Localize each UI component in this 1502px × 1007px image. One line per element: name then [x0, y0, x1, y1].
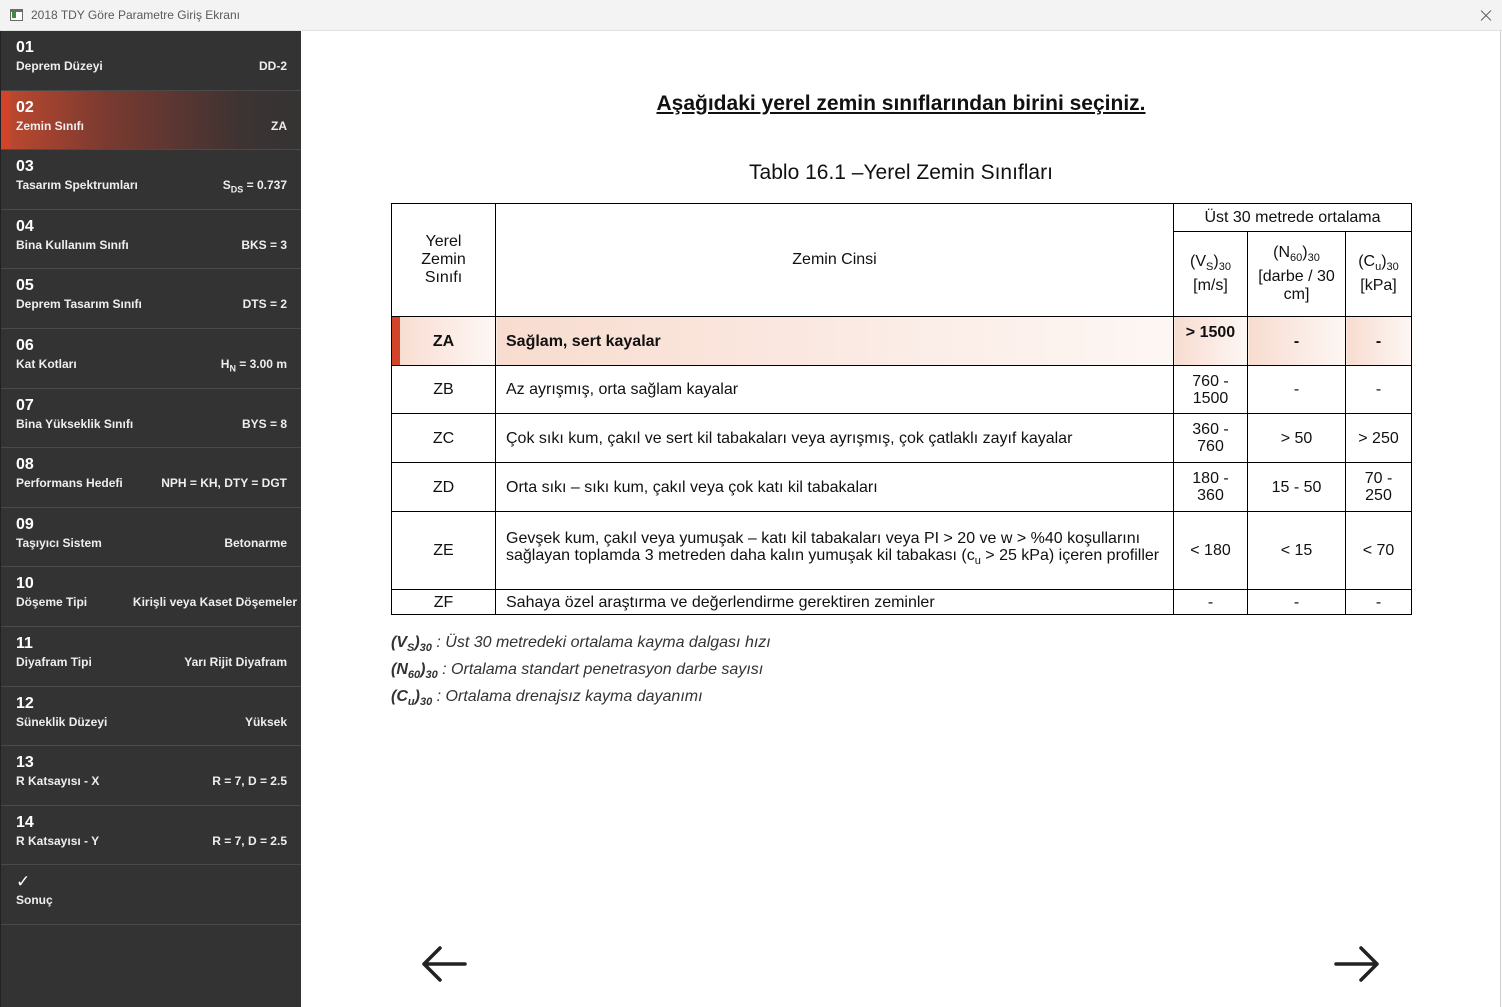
step-label: Zemin Sınıfı — [16, 118, 85, 133]
main-panel — [301, 31, 1501, 1007]
sidebar-item-r-katsayisi-y[interactable] — [1, 806, 301, 866]
cell-desc: Gevşek kum, çakıl veya yumuşak – katı kil tabakaları veya PI > 20 ve w > %40 koşullarını sağlayan toplamda 3 metreden daha kalın yumuşak kil tabakası ($c_u > 25$ kPa) içeren profiller — [496, 512, 1174, 590]
cell-class: ZE — [392, 512, 496, 590]
sidebar-item-doseme-tipi[interactable] — [1, 567, 301, 627]
sidebar-item-performans-hedefi[interactable] — [1, 448, 301, 508]
cell-class: ZC — [392, 414, 496, 463]
step-value: $S_{DS} = 0.737$ — [222, 178, 287, 195]
step-number: 09 — [16, 515, 34, 533]
cell-n60: - — [1248, 366, 1346, 414]
step-number: 04 — [16, 217, 34, 235]
step-label: Kat Kotları — [16, 356, 77, 371]
sidebar — [0, 31, 301, 1007]
table-row-zc[interactable] — [392, 414, 1412, 463]
title-bar — [0, 0, 1502, 31]
cell-cu: < 70 — [1346, 512, 1412, 590]
step-number: 01 — [16, 39, 34, 56]
step-label: Taşıyıcı Sistem — [16, 535, 102, 550]
step-number: 10 — [16, 575, 34, 593]
cell-vs: 760 - 1500 — [1174, 366, 1248, 414]
step-value: Kirişli veya Kaset Döşemeler — [132, 595, 297, 610]
step-label: Sonuç — [16, 893, 53, 908]
cell-n60: 15 - 50 — [1248, 463, 1346, 512]
table-row-zd[interactable] — [392, 463, 1412, 512]
sidebar-item-r-katsayisi-x[interactable] — [1, 746, 301, 806]
table-caption: Tablo 16.1 –Yerel Zemin Sınıfları — [749, 161, 1053, 184]
step-number: 02 — [16, 98, 34, 116]
step-value: BKS = 3 — [241, 237, 287, 252]
step-number: 03 — [16, 158, 34, 176]
table-row-zf[interactable] — [392, 590, 1412, 615]
step-number: 13 — [16, 754, 34, 772]
step-number: 12 — [16, 694, 34, 712]
step-value: ZA — [271, 118, 287, 133]
cell-desc: Çok sıkı kum, çakıl ve sert kil tabakaları veya ayrışmış, çok çatlaklı zayıf kayalar — [496, 414, 1174, 463]
cell-class: ZF — [392, 590, 496, 615]
table-row-ze[interactable] — [392, 512, 1412, 590]
step-label: Süneklik Düzeyi — [16, 714, 108, 729]
step-label: Döşeme Tipi — [16, 595, 88, 610]
cell-vs: > 1500 — [1174, 317, 1248, 366]
step-value: BYS = 8 — [241, 416, 287, 431]
sidebar-item-sonuc[interactable] — [1, 865, 301, 925]
table-row-za[interactable] — [392, 317, 1412, 366]
cell-vs: 360 - 760 — [1174, 414, 1248, 463]
step-value: DTS = 2 — [242, 297, 287, 312]
sidebar-item-bina-kullanim-sinifi[interactable] — [1, 210, 301, 270]
sidebar-item-deprem-tasarim-sinifi[interactable] — [1, 269, 301, 329]
arrow-right-icon — [1333, 944, 1383, 984]
step-label: Bina Kullanım Sınıfı — [16, 237, 129, 252]
cell-vs: 180 - 360 — [1174, 463, 1248, 512]
step-number: 08 — [16, 456, 34, 474]
step-label: Tasarım Spektrumları — [16, 178, 138, 193]
step-label: R Katsayısı - X — [16, 774, 100, 789]
cell-n60: < 15 — [1248, 512, 1346, 590]
step-label: Performans Hedefi — [16, 476, 123, 491]
step-number: 06 — [16, 336, 34, 354]
step-value: R = 7, D = 2.5 — [212, 833, 287, 848]
cell-n60: > 50 — [1248, 414, 1346, 463]
step-value: DD-2 — [258, 59, 287, 73]
step-label: Bina Yükseklik Sınıfı — [16, 416, 134, 431]
cell-cu: 70 - 250 — [1346, 463, 1412, 512]
next-button[interactable] — [1333, 944, 1383, 984]
note-n60: $(N_{60})_{30}$ : Ortalama standart penetrasyon darbe sayısı — [391, 661, 764, 682]
cell-desc: Sağlam, sert kayalar — [496, 317, 1174, 366]
note-cu: $(C_u)_{30}$ : Ortalama drenajsız kayma dayanımı — [391, 688, 703, 709]
soil-class-table — [391, 203, 1412, 615]
step-value: R = 7, D = 2.5 — [212, 774, 287, 789]
step-label: Deprem Tasarım Sınıfı — [16, 297, 142, 312]
table-notes — [391, 632, 771, 714]
step-value: Betonarme — [224, 535, 287, 550]
cell-desc: Sahaya özel araştırma ve değerlendirme gerektiren zeminler — [496, 590, 1174, 615]
step-value: $H_N = 3.00$ m — [220, 356, 287, 374]
sidebar-item-diyafram-tipi[interactable] — [1, 627, 301, 687]
step-label: Diyafram Tipi — [16, 654, 92, 669]
table-row-zb[interactable] — [392, 366, 1412, 414]
header-cu: $(C_u)_{30}$ [kPa] — [1346, 232, 1412, 317]
page-heading: Aşağıdaki yerel zemin sınıflarından birini seçiniz. — [656, 92, 1146, 115]
step-number: 05 — [16, 277, 34, 295]
note-vs: $(V_S)_{30}$ : Üst 30 metredeki ortalama kayma dalgası hızı — [391, 634, 771, 655]
cell-n60: - — [1248, 590, 1346, 615]
cell-class: ZB — [392, 366, 496, 414]
sidebar-item-deprem-duzeyi[interactable] — [1, 31, 301, 91]
step-value: Yarı Rijit Diyafram — [184, 654, 287, 669]
check-icon: ✓ — [16, 872, 31, 892]
cell-vs: - — [1174, 590, 1248, 615]
step-number: 11 — [16, 634, 33, 652]
previous-button[interactable] — [418, 944, 468, 984]
step-number: 14 — [16, 813, 34, 831]
step-value: NPH = KH, DTY = DGT — [161, 476, 287, 491]
step-number: 07 — [16, 396, 34, 414]
cell-class: ZA — [392, 317, 496, 366]
close-icon[interactable] — [1470, 0, 1502, 31]
step-label: R Katsayısı - Y — [16, 833, 100, 848]
step-label: Deprem Düzeyi — [16, 59, 103, 73]
sidebar-item-tasarim-spektrumlari[interactable] — [1, 150, 301, 210]
app-icon — [10, 9, 23, 21]
window-title: 2018 TDY Göre Parametre Giriş Ekranı — [31, 8, 240, 22]
cell-desc: Orta sıkı – sıkı kum, çakıl veya çok katı kil tabakaları — [496, 463, 1174, 512]
cell-n60: - — [1248, 317, 1346, 366]
header-vs: $(V_S)_{30}$ [m/s] — [1174, 232, 1248, 317]
cell-desc: Az ayrışmış, orta sağlam kayalar — [496, 366, 1174, 414]
sidebar-item-zemin-sinifi[interactable] — [1, 91, 301, 151]
cell-cu: - — [1346, 317, 1412, 366]
sidebar-item-bina-yukseklik-sinifi[interactable] — [1, 389, 301, 449]
arrow-left-icon — [418, 944, 468, 984]
sidebar-item-suneklik-duzeyi[interactable] — [1, 687, 301, 747]
cell-cu: - — [1346, 366, 1412, 414]
cell-cu: - — [1346, 590, 1412, 615]
step-value: Yüksek — [244, 714, 287, 729]
header-type: Zemin Cinsi — [496, 204, 1174, 317]
cell-class: ZD — [392, 463, 496, 512]
cell-cu: > 250 — [1346, 414, 1412, 463]
header-n60: $(N_{60})_{30}$ [darbe / 30 cm] — [1248, 232, 1346, 317]
header-group: Üst 30 metrede ortalama — [1174, 204, 1412, 232]
cell-vs: < 180 — [1174, 512, 1248, 590]
sidebar-item-kat-kotlari[interactable] — [1, 329, 301, 389]
header-class: Yerel Zemin Sınıfı — [392, 204, 496, 317]
sidebar-item-tasiyici-sistem[interactable] — [1, 508, 301, 568]
